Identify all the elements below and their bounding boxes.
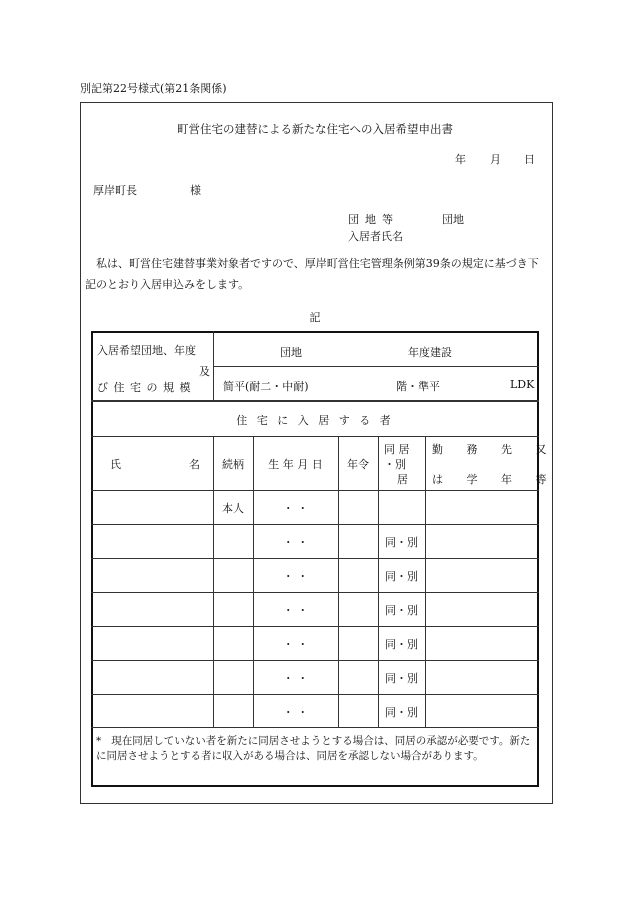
applicant-danchi-value: 団地	[442, 213, 464, 226]
divider	[91, 400, 539, 402]
divider	[213, 366, 539, 367]
desired-kai: 階・準平	[396, 380, 440, 393]
divider	[91, 592, 539, 593]
col-name-b: 名	[189, 458, 200, 471]
row-cohab: 同・別	[385, 706, 418, 719]
addressee-honorific: 様	[190, 184, 201, 197]
addressee: 厚岸町長	[93, 184, 137, 197]
divider	[91, 626, 539, 627]
row-birth: ・ ・	[282, 604, 309, 617]
divider	[91, 490, 539, 491]
col-work-line1: 勤 務 先 又	[432, 443, 557, 456]
col-cohab-line1: 同 居	[384, 443, 410, 456]
application-statement: 私は、町営住宅建替事業対象者ですので、厚岸町営住宅管理条例第39条の規定に基づき下記のとおり入居申込みをします。	[85, 257, 539, 291]
note-mark: *	[96, 735, 102, 747]
desired-kouzou: 简平(耐二・中耐)	[223, 380, 309, 393]
row-cohab: 同・別	[385, 638, 418, 651]
divider	[91, 524, 539, 525]
divider	[91, 694, 539, 695]
col-cohab-line2: ・別	[384, 458, 406, 471]
date-day-label: 日	[524, 153, 535, 166]
row-birth: ・ ・	[282, 570, 309, 583]
desired-ldk: LDK	[510, 378, 535, 391]
form-label: 別記第22号様式(第21条関係)	[80, 82, 227, 95]
col-age: 年令	[347, 458, 369, 471]
applicant-name-label: 入居者氏名	[348, 230, 403, 243]
col-birth: 生 年 月 日	[268, 458, 323, 471]
desired-danchi: 団地	[280, 346, 302, 359]
row-birth: ・ ・	[282, 638, 309, 651]
row-birth: ・ ・	[282, 672, 309, 685]
date-month-label: 月	[490, 153, 501, 166]
note-text: 現在同居していない者を新たに同居させようとする場合は、同居の承認が必要です。新たに同居させようとする者に収入がある場合は、同居を承認しない場合があります。	[96, 735, 531, 762]
date-year-label: 年	[455, 153, 466, 166]
divider	[213, 436, 214, 727]
desired-label-line1: 入居希望団地、年度	[97, 344, 196, 357]
divider	[91, 558, 539, 559]
desired-nendo: 年度建設	[408, 346, 452, 359]
col-relation: 続柄	[222, 458, 244, 471]
row-birth: ・ ・	[282, 706, 309, 719]
divider	[91, 660, 539, 661]
row-cohab: 同・別	[385, 536, 418, 549]
divider	[91, 727, 539, 728]
divider	[213, 331, 214, 400]
row-birth: ・ ・	[282, 502, 309, 515]
row-birth: ・ ・	[282, 536, 309, 549]
divider	[425, 436, 426, 727]
desired-label-line2a: 及	[199, 365, 210, 378]
col-cohab-line3: 居	[397, 473, 408, 486]
divider	[91, 436, 539, 437]
col-work-line2: は 学 年 等	[432, 473, 557, 486]
ki-heading: 記	[309, 311, 321, 324]
col-name-a: 氏	[110, 458, 121, 471]
row-cohab: 同・別	[385, 570, 418, 583]
residents-header: 住 宅 に 入 居 す る 者	[236, 414, 394, 427]
applicant-danchi-label: 団地等	[348, 213, 399, 226]
table-note	[96, 734, 536, 763]
row-cohab: 同・別	[385, 672, 418, 685]
divider	[338, 436, 339, 727]
row-cohab: 同・別	[385, 604, 418, 617]
row-relation: 本人	[222, 502, 244, 515]
desired-label-line2b: び 住 宅 の 規 模	[97, 381, 192, 394]
page-title: 町営住宅の建替による新たな住宅への入居希望申出書	[177, 122, 453, 136]
